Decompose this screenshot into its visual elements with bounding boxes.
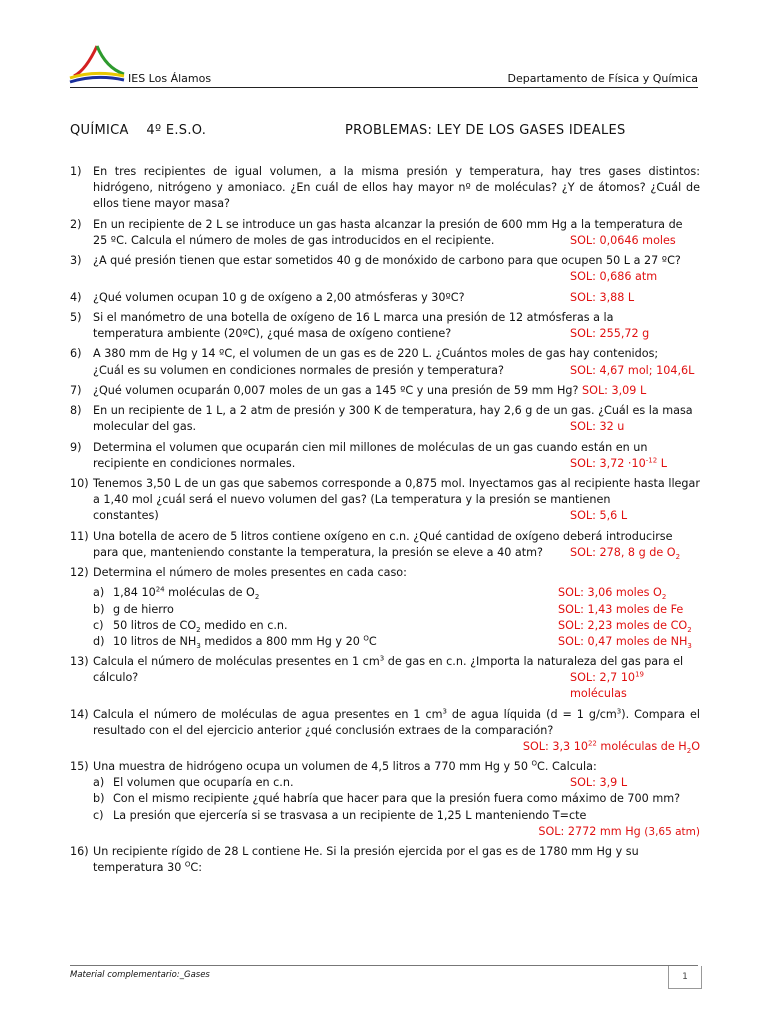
solution: SOL: $3,72 \cdot 10^{-12}$ L xyxy=(570,456,667,470)
solution: SOL: 0,47 moles de $NH_3$ xyxy=(558,634,692,650)
problem-text: En un recipiente de 2 L se introduce un gas hasta alcanzar la presión de 600 mm Hg a la temperatura de xyxy=(93,217,683,231)
subproblem-b: b) Con el mismo recipiente ¿qué habría que hacer para que la presión fuera como máximo de 700 mm? xyxy=(93,792,681,806)
footer-divider xyxy=(70,965,698,966)
page-number: 1 xyxy=(668,966,702,989)
problem-number: 16) xyxy=(70,845,89,859)
problem-text: En un recipiente de 1 L, a 2 atm de presión y 300 K de temperatura, hay 2,6 g de un gas. ¿Cuál es la masa xyxy=(93,404,693,418)
problem-12 xyxy=(70,565,700,649)
solution: SOL: 3,9 L xyxy=(570,776,628,790)
department-name: Departamento de Física y Química xyxy=(507,72,698,85)
problem-number: 14) xyxy=(70,707,89,721)
problem-6 xyxy=(70,346,700,378)
problem-8 xyxy=(70,403,700,435)
problem-text: para que, manteniendo constante la temperatura, la presión se eleve a 40 atm? xyxy=(93,545,543,559)
problem-number: 2) xyxy=(70,217,82,231)
problem-text: Determina el número de moles presentes en cada caso: xyxy=(93,566,407,580)
problem-number: 12) xyxy=(70,566,89,580)
problem-2 xyxy=(70,217,700,249)
solution: SOL: 32 u xyxy=(570,420,625,434)
school-logo xyxy=(66,40,126,84)
problem-11 xyxy=(70,529,700,561)
problem-text: Un recipiente rígido de 28 L contiene He. Si la presión ejercida por el gas es de 1780 mm Hg y su xyxy=(93,845,639,859)
subproblem-a: a) 1,84 $10^{24}$ moléculas de $O_2$ SOL: 3,06 moles $O_2$ xyxy=(93,585,700,601)
problem-16 xyxy=(70,844,700,876)
problem-4 xyxy=(70,290,700,306)
problem-text: temperatura ambiente (20ºC), ¿qué masa de oxígeno contiene? xyxy=(93,327,452,341)
solution: SOL: 0,0646 moles xyxy=(570,233,676,247)
problem-text: ¿Qué volumen ocuparán 0,007 moles de un gas a 145 ºC y una presión de 59 mm Hg? xyxy=(93,383,579,397)
problem-text: ¿Cuál es su volumen en condiciones normales de presión y temperatura? xyxy=(93,363,504,377)
solution: SOL: 3,09 L xyxy=(582,383,647,397)
solution: SOL: 3,06 moles $O_2$ xyxy=(558,586,667,602)
problem-list xyxy=(70,164,700,881)
footer-text: Material complementario:_Gases xyxy=(70,970,210,980)
problem-text: Una muestra de hidrógeno ocupa un volumen de 4,5 litros a 770 mm Hg y 50 $^O$C. Calcula: xyxy=(93,759,597,774)
problem-text: molecular del gas. xyxy=(93,420,197,434)
problem-text: Calcula el número de moléculas de agua presentes en 1 $cm^3$ de agua líquida (d = 1 $g/cm^3$). Compara el resultado con el del ejercicio anterior ¿qué conclusión extraes de la comparación? xyxy=(93,706,700,737)
problem-text: Tenemos 3,50 L de un gas que sabemos corresponde a 0,875 mol. Inyectamos gas al recipiente hasta llegar a 1,40 mol ¿cuál será el nuevo volumen del gas? (La temperatura y la presión se mantienen xyxy=(93,477,700,507)
problem-number: 4) xyxy=(70,290,82,304)
problem-text: ¿A qué presión tienen que estar sometidos 40 g de monóxido de carbono para que ocupen 50 L a 27 ºC? xyxy=(93,254,681,268)
problem-text: 25 ºC. Calcula el número de moles de gas introducidos en el recipiente. xyxy=(93,233,495,247)
problem-text: recipiente en condiciones normales. xyxy=(93,456,296,470)
problem-3 xyxy=(70,253,700,285)
problem-5 xyxy=(70,310,700,342)
subproblem-c: c) 50 litros de $CO_2$ medido en c.n. SOL: 2,23 moles de $CO_2$ xyxy=(93,618,700,634)
problem-text: Calcula el número de moléculas presentes en 1 $cm^3$ de gas en c.n. ¿Importa la naturaleza del gas para el xyxy=(93,654,684,669)
problem-number: 13) xyxy=(70,655,89,669)
problem-15 xyxy=(70,759,700,839)
problem-14 xyxy=(70,707,700,755)
problem-10 xyxy=(70,476,700,524)
problem-13 xyxy=(70,654,700,702)
solution: SOL: 1,43 moles de Fe xyxy=(558,602,684,616)
problem-text: A 380 mm de Hg y 14 ºC, el volumen de un gas es de 220 L. ¿Cuántos moles de gas hay contenidos; xyxy=(93,347,659,361)
problem-number: 7) xyxy=(70,383,82,397)
problem-text: temperatura 30 $^O$C: xyxy=(93,860,202,875)
subproblem-d: d) 10 litros de $NH_3$ medidos a 800 mm Hg y 20 $^O$C SOL: 0,47 moles de $NH_3$ xyxy=(93,634,700,650)
solution: SOL: 278, 8 g de $O_2$ xyxy=(570,545,681,562)
problem-number: 5) xyxy=(70,310,82,324)
subject-label: QUÍMICA 4º E.S.O. xyxy=(70,123,207,138)
problem-number: 1) xyxy=(70,165,82,178)
problem-number: 3) xyxy=(70,254,82,268)
subproblem-c: c) La presión que ejercería si se trasvasa a un recipiente de 1,25 L manteniendo T=cte xyxy=(93,808,587,822)
solution: SOL: 2,7 $10^{19}$ moléculas xyxy=(570,670,644,701)
solution: SOL: 3,3 $10^{22}$ moléculas de $H_2O$ xyxy=(522,739,700,756)
subproblem-a: a) El volumen que ocuparía en c.n. SOL: 3,9 L xyxy=(93,775,700,791)
problem-number: 9) xyxy=(70,440,82,454)
solution: SOL: 2772 mm Hg (3,65 atm) xyxy=(538,824,700,838)
solution: SOL: 255,72 g xyxy=(570,327,650,341)
school-name: IES Los Álamos xyxy=(128,72,212,85)
problem-text: Una botella de acero de 5 litros contiene oxígeno en c.n. ¿Qué cantidad de oxígeno deberá introducirse xyxy=(93,529,673,543)
problem-number: 8) xyxy=(70,404,82,418)
page-title: PROBLEMAS: LEY DE LOS GASES IDEALES xyxy=(345,123,626,138)
problem-number: 11) xyxy=(70,529,89,543)
problem-1 xyxy=(70,164,700,212)
solution: SOL: 5,6 L xyxy=(570,509,628,523)
header-divider xyxy=(70,87,698,88)
problem-text: ¿Qué volumen ocupan 10 g de oxígeno a 2,00 atmósferas y 30ºC? xyxy=(93,290,465,304)
problem-text: constantes) xyxy=(93,509,159,523)
problem-text: Si el manómetro de una botella de oxígeno de 16 L marca una presión de 12 atmósferas a la xyxy=(93,310,614,324)
problem-text: cálculo? xyxy=(93,671,139,685)
problem-text: Determina el volumen que ocuparán cien mil millones de moléculas de un gas cuando están en un xyxy=(93,440,648,454)
solution: SOL: 3,88 L xyxy=(570,290,635,304)
problem-7 xyxy=(70,383,700,399)
solution: SOL: 2,23 moles de $CO_2$ xyxy=(558,618,692,634)
problem-number: 10) xyxy=(70,477,89,491)
subproblem-b: b) g de hierro SOL: 1,43 moles de Fe xyxy=(93,602,700,618)
solution: SOL: 0,686 atm xyxy=(570,270,658,284)
problem-number: 6) xyxy=(70,347,82,361)
problem-9 xyxy=(70,440,700,472)
problem-text: En tres recipientes de igual volumen, a la misma presión y temperatura, hay tres gases distintos: hidrógeno, nitrógeno y amoniaco. ¿En cuál de ellos hay mayor nº de moléculas? ¿Y de átomos? ¿Cuál de ellos tiene mayor masa? xyxy=(93,165,700,211)
solution: SOL: 4,67 mol; 104,6L xyxy=(570,363,695,377)
problem-number: 15) xyxy=(70,760,89,774)
